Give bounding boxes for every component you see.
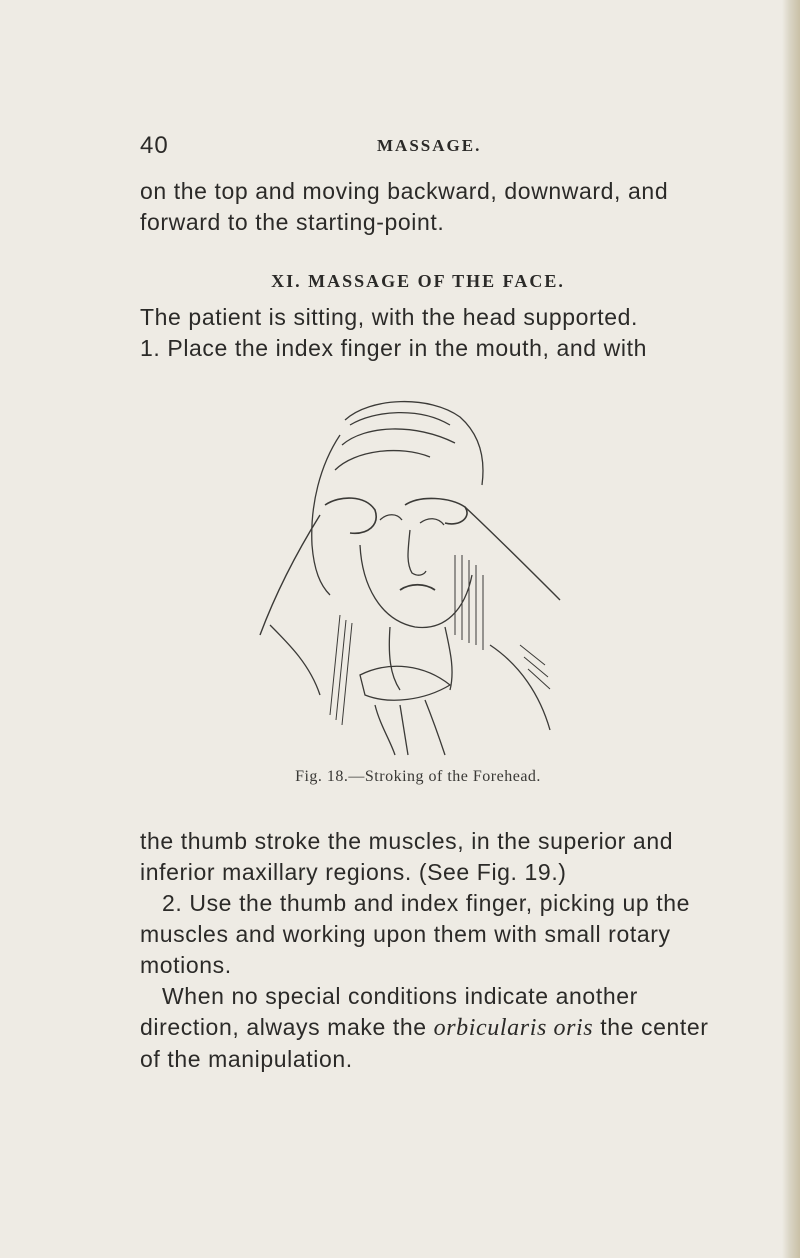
hair-outline — [345, 402, 483, 485]
head-left-outline — [312, 435, 340, 595]
page-header — [140, 132, 660, 162]
operator-hand-left — [325, 498, 376, 533]
eye-left — [380, 515, 402, 520]
paragraph-instructions — [140, 826, 710, 1075]
figure-caption: Fig. 18.—Stroking of the Forehead. — [295, 768, 541, 785]
paragraph-continuation: on the top and moving backward, downward, and forward to the starting-point. — [140, 178, 669, 235]
operator-arm-left — [260, 515, 320, 635]
term-orbicularis-oris: orbicularis oris — [433, 1015, 594, 1041]
drapery-right — [490, 645, 550, 730]
page-edge — [782, 0, 800, 1258]
face-massage-illustration — [250, 395, 590, 765]
collar-ruffle — [375, 700, 445, 755]
hair-strands — [335, 413, 455, 470]
nose — [408, 530, 426, 575]
section-title: XI. MASSAGE OF THE FACE. — [271, 271, 565, 291]
paragraph-direction-end: the center of the manipulation. — [140, 1014, 709, 1072]
operator-hand-right — [405, 498, 467, 523]
left-shoulder — [270, 625, 320, 695]
page-number: 40 — [140, 132, 169, 159]
figure-illustration — [250, 395, 590, 765]
paragraph-thumb-stroke: the thumb stroke the muscles, in the superior and inferior maxillary regions. (See Fig. 19.) — [140, 828, 674, 885]
paragraph-direction: When no special conditions indicate another direction, always make the — [140, 983, 638, 1040]
paragraph-line: The patient is sitting, with the head supported. — [140, 304, 639, 330]
mouth — [400, 585, 435, 590]
running-head: MASSAGE. — [377, 136, 482, 155]
operator-arm-right — [465, 507, 560, 600]
shading-left — [330, 615, 352, 725]
drapery-right-shade — [520, 645, 550, 689]
paragraph-step-2: 2. Use the thumb and index finger, picking up the muscles and working upon them with small rotary motions. — [140, 890, 691, 978]
neck — [389, 627, 452, 690]
eye-right — [420, 519, 444, 525]
paragraph-line: 1. Place the index finger in the mouth, and with — [140, 335, 647, 361]
shading-right — [455, 555, 483, 650]
paragraph-patient-position — [140, 302, 710, 364]
collar-bow — [360, 666, 450, 700]
